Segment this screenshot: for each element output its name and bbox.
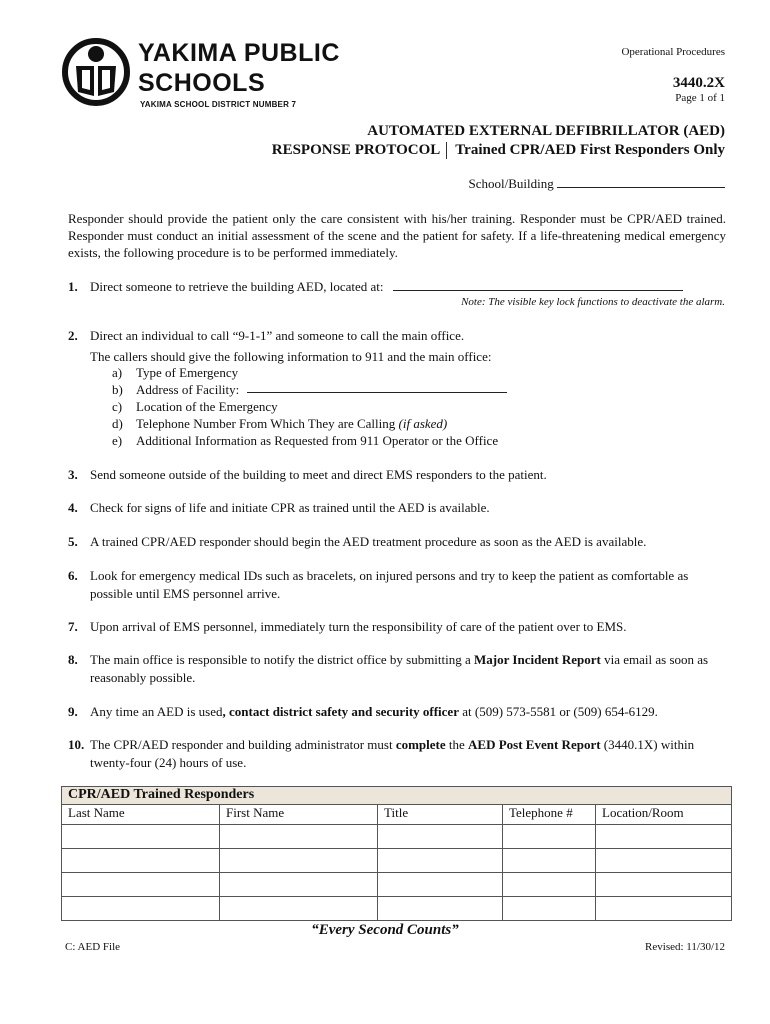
table-cell[interactable] [62, 873, 220, 897]
caller-info-item: b) Address of Facility: [112, 381, 507, 398]
revised-date: Revised: 11/30/12 [645, 941, 725, 953]
table-cell[interactable] [220, 825, 378, 849]
title-separator [446, 142, 447, 159]
table-row [62, 849, 732, 873]
cc-line: C: AED File [65, 941, 121, 953]
col-telephone: Telephone # [503, 805, 596, 825]
responders-table [61, 786, 732, 921]
col-location: Location/Room [596, 805, 732, 825]
district-emblem-icon [60, 36, 132, 108]
col-last-name: Last Name [62, 805, 220, 825]
step-1: 1. Direct someone to retrieve the building AED, located at: [68, 278, 728, 296]
table-cell[interactable] [378, 897, 503, 921]
facility-address-blank[interactable] [247, 381, 507, 393]
school-building-field[interactable]: School/Building [469, 176, 725, 192]
table-cell[interactable] [503, 873, 596, 897]
step-8: 8. The main office is responsible to notify the district office by submitting a Major Incident Report via email as soon as reasonably possible. [68, 652, 709, 685]
school-building-blank[interactable] [557, 176, 725, 188]
table-row [62, 873, 732, 897]
table-caption: CPR/AED Trained Responders [62, 787, 732, 805]
intro-paragraph: Responder should provide the patient only the care consistent with his/her training. Responder must be CPR/AED trained. Responder must conduct an initial assessment of the scene and the patient for safety. If a life-threatening medical emergency exists, the following procedure is to be performed immediately. [68, 211, 726, 260]
district-logo [60, 34, 360, 114]
motto: “Every Second Counts” [311, 922, 459, 938]
table-cell[interactable] [220, 873, 378, 897]
step-1-note: Note: The visible key lock functions to deactivate the alarm. [461, 296, 725, 308]
table-cell[interactable] [220, 849, 378, 873]
table-row [62, 825, 732, 849]
table-header-row [62, 805, 732, 825]
step-2: 2. Direct an individual to call “9-1-1” and someone to call the main office. The callers should give the following information to 911 and the main office: [68, 328, 492, 364]
page-indicator: Page 1 of 1 [675, 92, 725, 104]
col-first-name: First Name [220, 805, 378, 825]
table-cell[interactable] [596, 825, 732, 849]
table-row [62, 897, 732, 921]
step-3: 3. Send someone outside of the building to meet and direct EMS responders to the patient. [68, 467, 547, 482]
table-cell[interactable] [596, 849, 732, 873]
caller-info-item: c) Location of the Emergency [112, 399, 278, 414]
table-cell[interactable] [378, 849, 503, 873]
table-cell[interactable] [503, 825, 596, 849]
aed-location-blank[interactable] [393, 279, 683, 291]
table-cell[interactable] [503, 849, 596, 873]
step-5: 5. A trained CPR/AED responder should begin the AED treatment procedure as soon as the AED is available. [68, 534, 647, 549]
caller-info-item: e) Additional Information as Requested from 911 Operator or the Office [112, 433, 499, 448]
step-4: 4. Check for signs of life and initiate CPR as trained until the AED is available. [68, 500, 490, 515]
district-name: YAKIMA PUBLIC SCHOOLS [138, 39, 340, 97]
caller-info-list [112, 364, 507, 449]
table-cell[interactable] [596, 873, 732, 897]
table-cell[interactable] [503, 897, 596, 921]
table-cell[interactable] [62, 897, 220, 921]
document-title: AUTOMATED EXTERNAL DEFIBRILLATOR (AED) RESPONSE PROTOCOL Trained CPR/AED First Responders Only [271, 123, 725, 158]
step-6: 6. Look for emergency medical IDs such as bracelets, on injured persons and try to keep the patient as comfortable as possible until EMS personnel arrive. [68, 568, 689, 601]
table-cell[interactable] [378, 825, 503, 849]
step-9: 9. Any time an AED is used, contact district safety and security officer at (509) 573-5581 or (509) 654-6129. [68, 704, 658, 719]
col-title: Title [378, 805, 503, 825]
caller-info-item: d) Telephone Number From Which They are Calling (if asked) [112, 416, 448, 431]
district-subtitle: YAKIMA SCHOOL DISTRICT NUMBER 7 [140, 100, 297, 109]
table-cell[interactable] [220, 897, 378, 921]
step-10: 10. The CPR/AED responder and building administrator must complete the AED Post Event Report (3440.1X) within twenty-four (24) hours of use. [68, 737, 695, 770]
section-label: Operational Procedures [621, 46, 725, 58]
table-cell[interactable] [378, 873, 503, 897]
procedure-number: 3440.2X [672, 75, 725, 91]
caller-info-item: a) Type of Emergency [112, 365, 239, 380]
table-cell[interactable] [62, 849, 220, 873]
table-cell[interactable] [62, 825, 220, 849]
step-7: 7. Upon arrival of EMS personnel, immediately turn the responsibility of care of the patient over to EMS. [68, 619, 627, 634]
table-cell[interactable] [596, 897, 732, 921]
